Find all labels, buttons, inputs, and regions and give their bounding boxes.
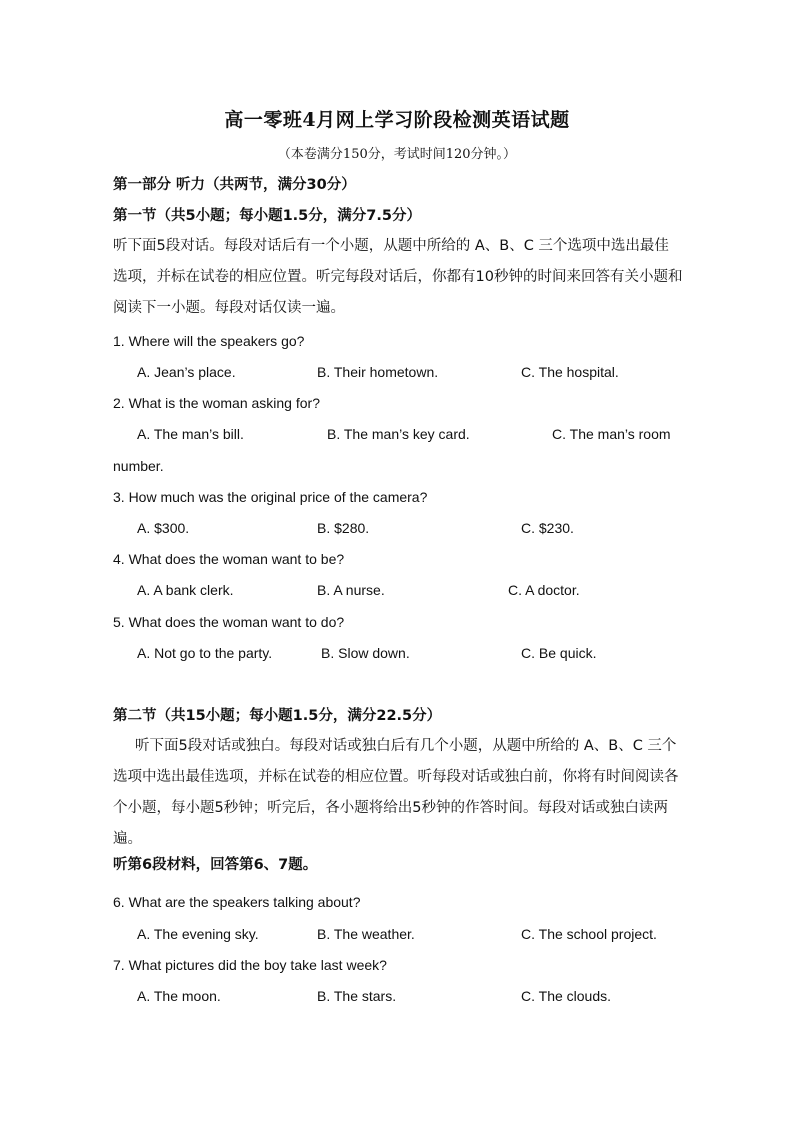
- option-2a: A. The man’s bill.: [137, 426, 244, 442]
- option-2c: C. The man’s room: [552, 426, 671, 442]
- question-6: 6. What are the speakers talking about?: [113, 894, 361, 910]
- question-7: 7. What pictures did the boy take last week?: [113, 957, 387, 973]
- option-7b: B. The stars.: [317, 988, 397, 1004]
- option-6c: C. The school project.: [521, 926, 657, 942]
- option-1b: B. Their hometown.: [317, 364, 439, 380]
- option-7c: C. The clouds.: [521, 988, 612, 1004]
- section1-heading: 第一节（共5小题；每小题1.5分，满分7.5分）: [113, 208, 421, 224]
- option-5c: C. Be quick.: [521, 645, 597, 661]
- exam-subtitle: （本卷满分150分，考试时间120分钟。）: [277, 147, 517, 162]
- question-3: 3. How much was the original price of the camera?: [113, 489, 428, 505]
- option-4b: B. A nurse.: [317, 582, 385, 598]
- part1-heading: 第一部分 听力（共两节，满分30分）: [113, 177, 356, 193]
- option-3c: C. $230.: [521, 520, 574, 536]
- question-2: 2. What is the woman asking for?: [113, 395, 320, 411]
- option-5b: B. Slow down.: [321, 645, 410, 661]
- option-2c-wrap: number.: [113, 458, 164, 474]
- option-6b: B. The weather.: [317, 926, 415, 942]
- section2-instructions: 听下面5段对话或独白。每段对话或独白后有几个小题，从题中所给的 A、B、C 三个选项中选出最佳选项，并标在试卷的相应位置。听每段对话或独白前，你将有时间阅读各个小题，每小题5秒钟；听完后，各小题将给出5秒钟的作答时间。每段对话或独白读两遍。: [113, 738, 679, 847]
- section1-instructions: 听下面5段对话。每段对话后有一个小题，从题中所给的 A、B、C 三个选项中选出最佳选项，并标在试卷的相应位置。听完每段对话后，你都有10秒钟的时间来回答有关小题和阅读下一小题。每段对话仅读一遍。: [113, 238, 683, 316]
- question-5: 5. What does the woman want to do?: [113, 614, 345, 630]
- option-7a: A. The moon.: [137, 988, 221, 1004]
- option-4c: C. A doctor.: [508, 582, 580, 598]
- option-5a: A. Not go to the party.: [137, 645, 273, 661]
- option-6a: A. The evening sky.: [137, 926, 259, 942]
- option-1c: C. The hospital.: [521, 364, 619, 380]
- option-1a: A. Jean’s place.: [137, 364, 236, 380]
- option-3a: A. $300.: [137, 520, 190, 536]
- material-6-heading: 听第6段材料，回答第6、7题。: [113, 857, 318, 873]
- option-2b: B. The man’s key card.: [327, 426, 470, 442]
- option-3b: B. $280.: [317, 520, 370, 536]
- question-1: 1. Where will the speakers go?: [113, 333, 305, 349]
- section2-heading: 第二节（共15小题；每小题1.5分，满分22.5分）: [113, 708, 442, 724]
- option-4a: A. A bank clerk.: [137, 582, 234, 598]
- exam-title: 高一零班4月网上学习阶段检测英语试题: [224, 109, 570, 131]
- question-4: 4. What does the woman want to be?: [113, 551, 345, 567]
